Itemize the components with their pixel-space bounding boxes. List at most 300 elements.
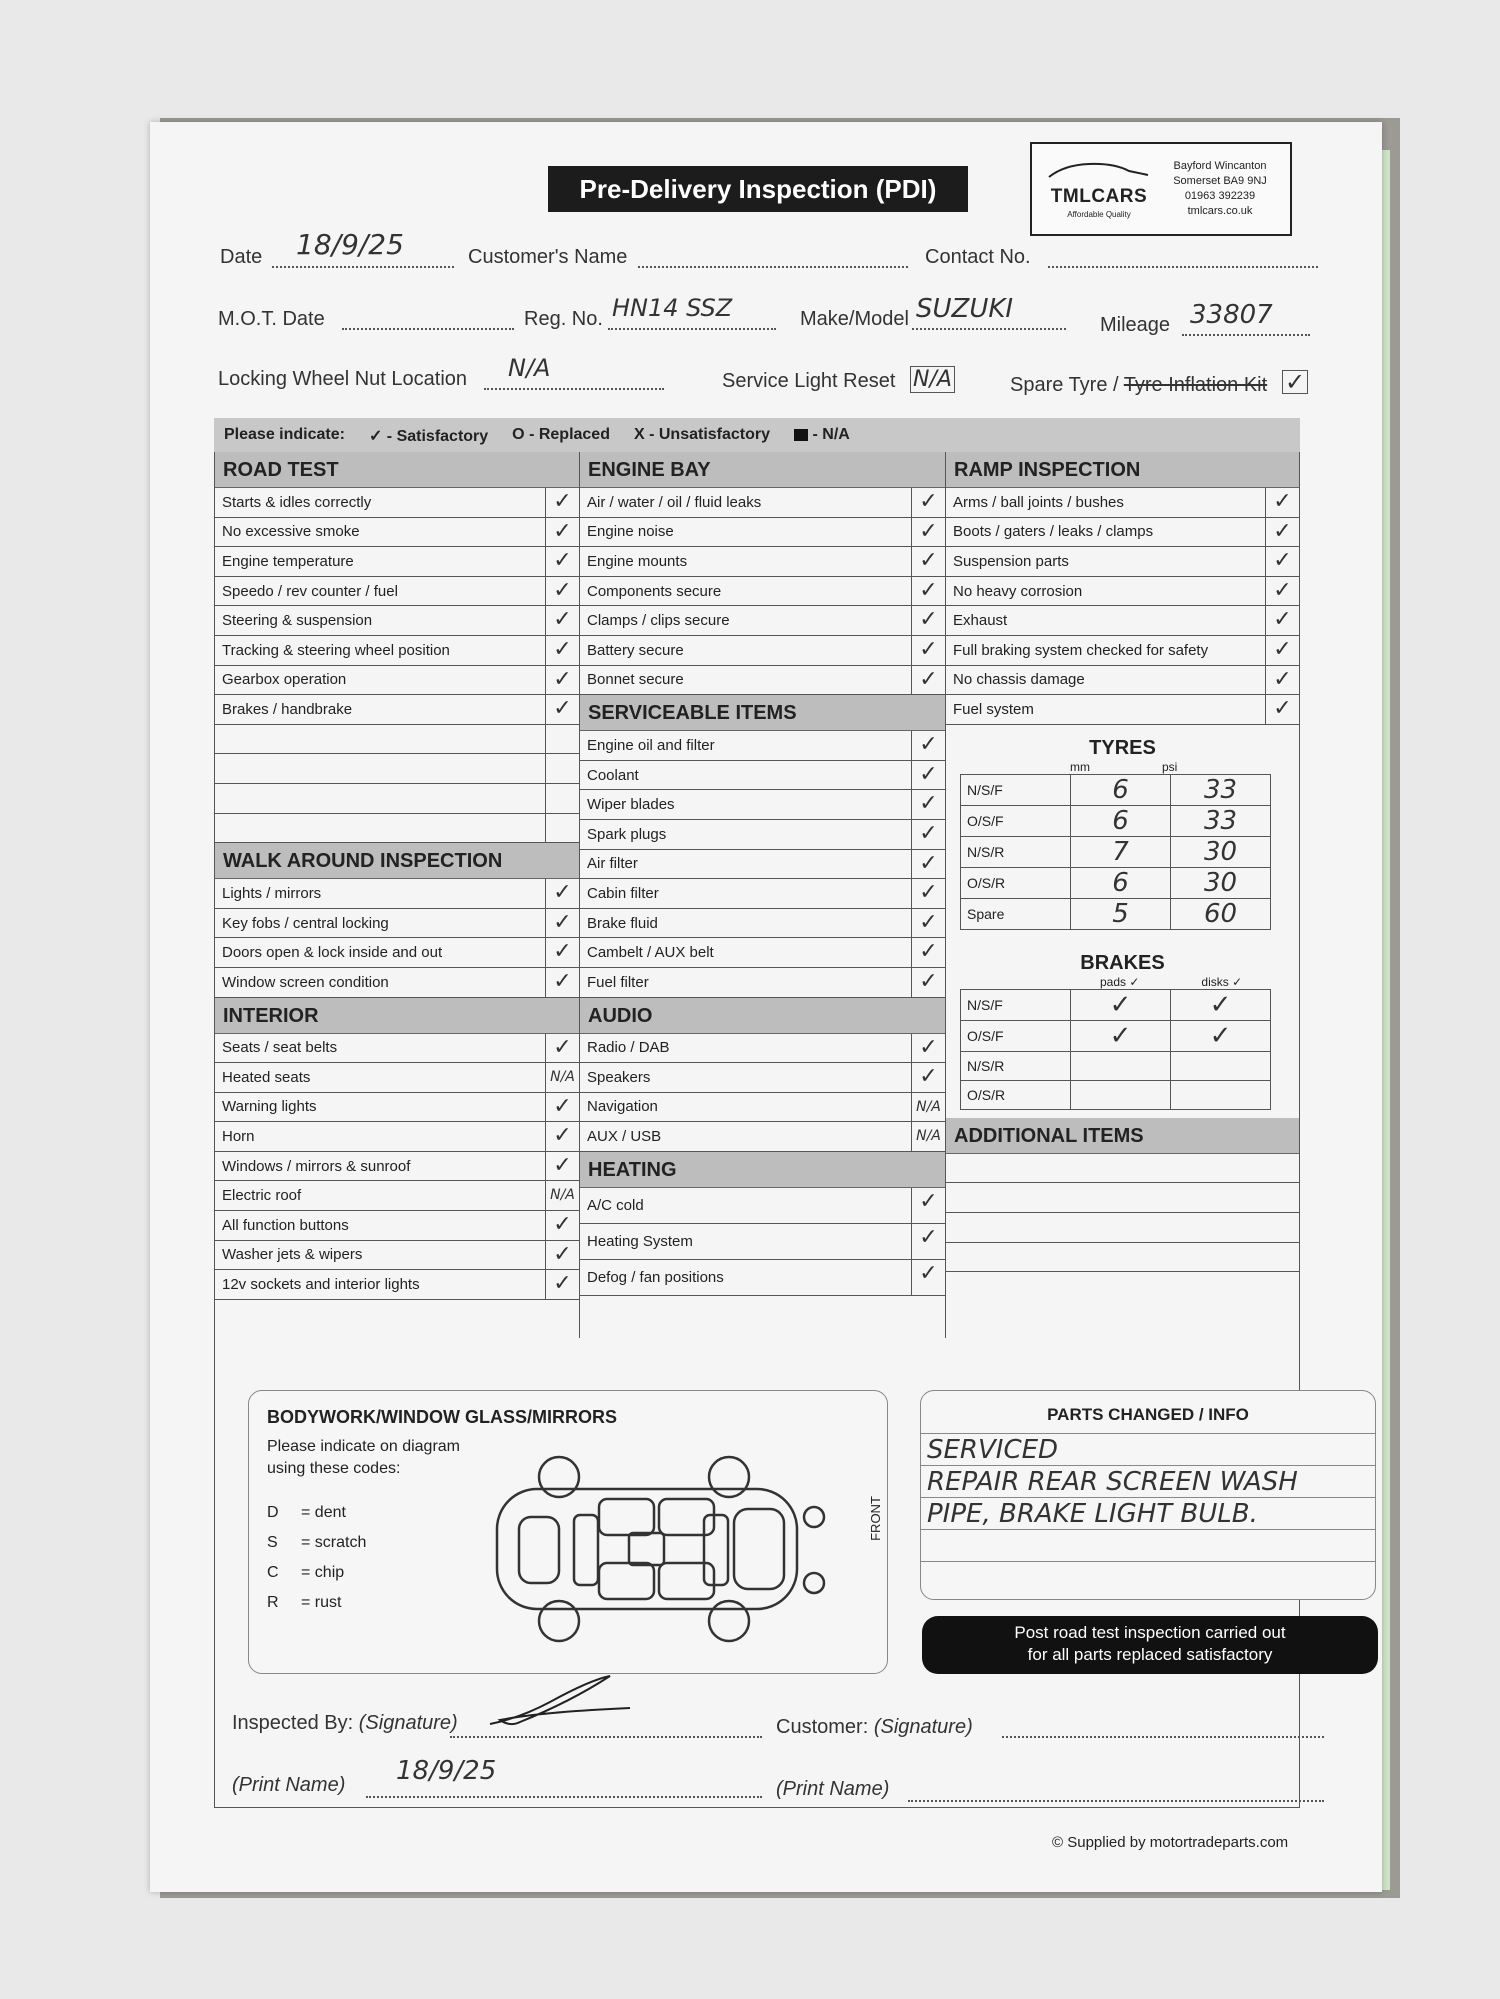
reg-no-field[interactable] [608, 294, 776, 330]
checklist-mark-cell[interactable]: ✓ [1265, 547, 1299, 576]
tyre-row [961, 805, 1271, 836]
checklist-mark-cell[interactable]: ✓ [911, 879, 945, 908]
customer-signature-field[interactable] [1002, 1716, 1324, 1738]
locking-wheel-nut-value: N/A [508, 354, 551, 382]
checklist-item-label: Steering & suspension [222, 612, 373, 630]
date-value: 18/9/25 [296, 228, 404, 261]
service-light-label: Service Light Reset [722, 370, 896, 392]
signature-hint: (Signature) [358, 1712, 458, 1734]
checklist-item-label: Heating System [587, 1232, 693, 1250]
code-meaning: = dent [301, 1504, 346, 1521]
checklist-item-label: All function buttons [222, 1216, 349, 1234]
tyre-depth-mm[interactable]: 6 [1071, 774, 1171, 805]
checklist-mark-cell[interactable]: ✓ [545, 606, 579, 635]
checklist-item-label: Starts & idles correctly [222, 493, 372, 511]
road-test-header: ROAD TEST [215, 452, 579, 488]
brake-position: N/S/F [961, 989, 1071, 1020]
column-middle [580, 452, 946, 1338]
address-line: Somerset BA9 9NJ [1173, 175, 1267, 187]
checklist-row [215, 1241, 579, 1271]
checklist-mark-cell[interactable]: ✓ [545, 1122, 579, 1151]
tyre-row [961, 774, 1271, 805]
checklist-item-label: Brakes / handbrake [222, 700, 353, 718]
brake-row [961, 1020, 1271, 1051]
post-test-line: Post road test inspection carried out [1014, 1623, 1286, 1642]
checklist-row [215, 879, 579, 909]
footer-credit: © Supplied by motortradeparts.com [1052, 1834, 1289, 1851]
checklist-row [580, 606, 945, 636]
checklist-item-label: Key fobs / central locking [222, 914, 389, 932]
tyres-col-headers [946, 760, 1299, 774]
checklist-mark-cell[interactable]: ✓ [1265, 636, 1299, 665]
spare-tyre-label [1010, 374, 1267, 397]
checklist-row [946, 547, 1299, 577]
checklist-mark-cell[interactable]: ✓ [545, 1093, 579, 1122]
road-test-list [215, 488, 579, 843]
tyres-title: TYRES [1089, 736, 1156, 759]
parts-line[interactable]: SERVICED [921, 1434, 1375, 1466]
checklist-mark-cell[interactable]: ✓ [545, 1241, 579, 1270]
checklist-mark-cell[interactable]: ✓ [911, 577, 945, 606]
checklist-mark-cell[interactable]: ✓ [545, 695, 579, 724]
checklist-mark-cell[interactable] [545, 784, 579, 813]
legend-unsatisfactory: X - Unsatisfactory [633, 426, 771, 443]
checklist-mark-cell[interactable]: ✓ [911, 790, 945, 819]
checklist-item-label: No chassis damage [953, 671, 1085, 689]
instruction-line: Please indicate on diagram [267, 1438, 461, 1455]
tyre-row [961, 867, 1271, 898]
parts-line[interactable]: REPAIR REAR SCREEN WASH [921, 1466, 1375, 1498]
checklist-row [215, 754, 579, 784]
tyres-table [960, 774, 1271, 930]
checklist-row [215, 968, 579, 998]
checklist-mark-cell[interactable]: ✓ [545, 547, 579, 576]
serviceable-items-header: SERVICEABLE ITEMS [580, 695, 945, 731]
checklist-item-label: 12v sockets and interior lights [222, 1276, 420, 1294]
tyre-pressure-psi[interactable]: 33 [1171, 774, 1271, 805]
checklist-item-label: Cabin filter [587, 884, 659, 902]
mileage-value: 33807 [1190, 300, 1273, 330]
locking-wheel-nut-field[interactable] [484, 354, 664, 390]
brakes-title: BRAKES [1080, 951, 1165, 974]
checklist-item-label: Battery secure [587, 641, 684, 659]
heating-list [580, 1188, 945, 1296]
checklist-mark-cell[interactable]: ✓ [545, 636, 579, 665]
dealer-tagline: Affordable Quality [1067, 210, 1131, 219]
customer-sig-label [776, 1716, 973, 1739]
checklist-row [215, 1152, 579, 1182]
code-key: R [267, 1594, 279, 1611]
mot-date-field[interactable] [342, 308, 514, 330]
checklist-row [580, 761, 945, 791]
interior-header: INTERIOR [215, 998, 579, 1034]
checklist-item-label: Air / water / oil / fluid leaks [587, 493, 762, 511]
checklist-mark-cell[interactable]: ✓ [1265, 518, 1299, 547]
checklist-item-label: Defog / fan positions [587, 1268, 724, 1286]
walk-around-header: WALK AROUND INSPECTION [215, 843, 579, 879]
checklist-item-label: Engine oil and filter [587, 736, 715, 754]
checklist-mark-cell[interactable]: ✓ [1265, 695, 1299, 724]
checklist-row [215, 1181, 579, 1211]
checklist-item-label: Horn [222, 1128, 255, 1146]
checklist-item-label: Engine mounts [587, 552, 688, 570]
checklist-item-label: Fuel system [953, 700, 1034, 718]
checklist-row [215, 938, 579, 968]
checklist-row [215, 1211, 579, 1241]
checklist-mark-cell[interactable]: ✓ [911, 850, 945, 879]
checklist-row [580, 666, 945, 696]
checklist-item-label: Engine noise [587, 523, 674, 541]
checklist-item-label: Window screen condition [222, 973, 389, 991]
tyre-position: Spare [961, 898, 1071, 929]
additional-item-line[interactable] [946, 1183, 1299, 1213]
checklist-item-label: Exhaust [953, 612, 1008, 630]
checklist-item-label: Heated seats [222, 1068, 311, 1086]
dealer-logo [1040, 159, 1158, 219]
checklist-row [215, 909, 579, 939]
checklist-row [215, 725, 579, 755]
checklist-row [580, 577, 945, 607]
brake-position: O/S/R [961, 1080, 1071, 1109]
reg-no-value: HN14 SSZ [612, 294, 733, 322]
car-silhouette-icon [1044, 159, 1154, 181]
signature-scribble-icon [480, 1672, 640, 1732]
legend-satisfactory: ✓ - Satisfactory [368, 428, 489, 445]
signature-hint: (Signature) [873, 1716, 973, 1738]
checklist-row [215, 636, 579, 666]
brake-disks-mark[interactable] [1171, 1080, 1271, 1109]
parts-line[interactable]: PIPE, BRAKE LIGHT BULB. [921, 1498, 1375, 1530]
code-key: C [267, 1564, 279, 1581]
checklist-mark-cell[interactable]: ✓ [911, 606, 945, 635]
brake-position: N/S/R [961, 1051, 1071, 1080]
tyres-psi-header: psi [1162, 759, 1178, 774]
checklist-row [580, 731, 945, 761]
code-key: S [267, 1534, 278, 1551]
checklist-mark-cell[interactable]: ✓ [911, 1034, 945, 1063]
checklist-item-label: Seats / seat belts [222, 1039, 338, 1057]
brakes-pads-header: pads ✓ [1100, 974, 1140, 989]
tyre-depth-mm[interactable]: 7 [1071, 836, 1171, 867]
front-label: FRONT [867, 1496, 883, 1541]
checklist-row [215, 547, 579, 577]
checklist-item-label: Navigation [587, 1098, 658, 1116]
checklist-mark-cell[interactable]: ✓ [911, 636, 945, 665]
checklist-item-label: Air filter [587, 855, 638, 873]
legend-na-text: - N/A [812, 426, 850, 443]
checklist-mark-cell[interactable]: N/A [545, 1063, 579, 1092]
checklist-mark-cell[interactable]: ✓ [911, 547, 945, 576]
checklist-row [215, 518, 579, 548]
checklist-row [215, 606, 579, 636]
serviceable-items-list [580, 731, 945, 997]
make-model-value: SUZUKI [916, 294, 1014, 324]
tyre-position: N/S/F [961, 774, 1071, 805]
brakes-table [960, 989, 1271, 1110]
audio-header: AUDIO [580, 998, 945, 1034]
checklist-item-label: Tracking & steering wheel position [222, 641, 450, 659]
heating-header: HEATING [580, 1152, 945, 1188]
brake-disks-mark[interactable]: ✓ [1171, 989, 1271, 1020]
inspected-by-label [232, 1712, 458, 1735]
checklist-mark-cell[interactable]: ✓ [1265, 666, 1299, 695]
bodywork-box [248, 1390, 888, 1674]
checklist-row [946, 695, 1299, 725]
date-label: Date [220, 246, 263, 268]
inspector-signature-field[interactable] [450, 1716, 762, 1738]
customer-print-field[interactable] [908, 1780, 1324, 1802]
instruction-line: using these codes: [267, 1460, 401, 1477]
checklist-item-label: Radio / DAB [587, 1039, 670, 1057]
brake-position: O/S/F [961, 1020, 1071, 1051]
checklist-mark-cell[interactable]: ✓ [545, 577, 579, 606]
checklist-item-label: Suspension parts [953, 552, 1069, 570]
checklist-item-label: Full braking system checked for safety [953, 641, 1209, 659]
legend-replaced: O - Replaced [512, 426, 610, 443]
code-key: D [267, 1504, 279, 1521]
checklist-row [215, 1270, 579, 1300]
checklist-item-label: Fuel filter [587, 973, 649, 991]
tyre-depth-mm[interactable]: 6 [1071, 867, 1171, 898]
checklist-item-label: Spark plugs [587, 825, 667, 843]
brake-disks-mark[interactable]: ✓ [1171, 1020, 1271, 1051]
parts-changed-title: PARTS CHANGED / INFO [921, 1391, 1375, 1434]
checklist-mark-cell[interactable]: ✓ [545, 909, 579, 938]
checklist-item-label: Engine temperature [222, 552, 354, 570]
dealer-logo-box [1030, 142, 1292, 236]
dealer-address [1158, 159, 1282, 219]
checklist-row [580, 850, 945, 880]
checklist-row [215, 577, 579, 607]
brake-row [961, 1080, 1271, 1109]
checklist-item-label: Warning lights [222, 1098, 317, 1116]
parts-line[interactable] [921, 1530, 1375, 1562]
checklist-mark-cell[interactable]: ✓ [545, 488, 579, 517]
tyre-position: O/S/F [961, 805, 1071, 836]
checklist-row [580, 1224, 945, 1260]
checklist-mark-cell[interactable]: ✓ [911, 820, 945, 849]
checklist-mark-cell[interactable]: ✓ [545, 1034, 579, 1063]
checklist-row [215, 1093, 579, 1123]
ramp-inspection-header: RAMP INSPECTION [946, 452, 1299, 488]
checklist-mark-cell[interactable]: ✓ [911, 1260, 945, 1295]
service-light-checkbox[interactable]: N/A [910, 366, 955, 393]
additional-item-line[interactable] [946, 1243, 1299, 1273]
checklist-item-label: Coolant [587, 766, 639, 784]
checklist-item-label: Cambelt / AUX belt [587, 944, 714, 962]
tyre-row [961, 836, 1271, 867]
checklist-row [946, 518, 1299, 548]
tyre-position: O/S/R [961, 867, 1071, 898]
checklist-mark-cell[interactable] [545, 754, 579, 783]
checklist-row [580, 1260, 945, 1296]
checklist-row [580, 1034, 945, 1064]
mot-date-label: M.O.T. Date [218, 308, 325, 330]
contact-field[interactable] [1048, 246, 1318, 268]
checklist-mark-cell[interactable]: ✓ [911, 666, 945, 695]
column-right [946, 452, 1300, 1338]
checklist-row [580, 1188, 945, 1224]
checklist-mark-cell[interactable]: ✓ [545, 938, 579, 967]
checklist-mark-cell[interactable] [545, 725, 579, 754]
checklist-row [580, 488, 945, 518]
checklist-mark-cell[interactable]: ✓ [911, 731, 945, 760]
checklist-mark-cell[interactable]: N/A [911, 1093, 945, 1122]
inspector-print-value: 18/9/25 [396, 1756, 497, 1786]
checklist-row [946, 488, 1299, 518]
checklist-mark-cell[interactable]: N/A [545, 1181, 579, 1210]
tyre-row [961, 898, 1271, 929]
inspector-print-field[interactable] [366, 1756, 762, 1798]
checklist-mark-cell[interactable]: ✓ [545, 518, 579, 547]
checklist-row [580, 518, 945, 548]
checklist-item-label: Brake fluid [587, 914, 658, 932]
brake-disks-mark[interactable] [1171, 1051, 1271, 1080]
checklist-row [215, 1063, 579, 1093]
checklist-item-label: Boots / gaters / leaks / clamps [953, 523, 1154, 541]
checklist-mark-cell[interactable]: ✓ [911, 968, 945, 997]
additional-items-header: ADDITIONAL ITEMS [946, 1118, 1299, 1154]
customer-text: Customer: [776, 1716, 869, 1738]
inspected-by-text: Inspected By: [232, 1712, 354, 1734]
post-road-test-banner [922, 1616, 1378, 1674]
checklist-row [580, 1122, 945, 1152]
checklist-row [215, 1122, 579, 1152]
ramp-inspection-list [946, 488, 1299, 725]
checklist-item-label: Arms / ball joints / bushes [953, 493, 1124, 511]
checklist-item-label: No heavy corrosion [953, 582, 1083, 600]
checklist-mark-cell[interactable]: ✓ [911, 1063, 945, 1092]
checklist-item-label: Gearbox operation [222, 671, 347, 689]
tyre-position: N/S/R [961, 836, 1071, 867]
checklist-row [580, 547, 945, 577]
customer-print-label: (Print Name) [776, 1778, 890, 1800]
checklist-mark-cell[interactable]: ✓ [911, 761, 945, 790]
checklist-item-label: Doors open & lock inside and out [222, 944, 443, 962]
brake-row [961, 1051, 1271, 1080]
legend-prefix: Please indicate: [224, 426, 345, 443]
checklist-row [580, 636, 945, 666]
column-left [214, 452, 580, 1338]
additional-item-line[interactable] [946, 1213, 1299, 1243]
interior-list [215, 1034, 579, 1300]
checklist-item-label: Washer jets & wipers [222, 1246, 363, 1264]
parts-changed-box [920, 1390, 1376, 1600]
brake-pads-mark[interactable] [1071, 1080, 1171, 1109]
checklist-mark-cell[interactable]: ✓ [911, 488, 945, 517]
checklist-mark-cell[interactable]: ✓ [911, 909, 945, 938]
na-square-icon [794, 429, 808, 441]
reg-no-label: Reg. No. [524, 308, 603, 330]
post-test-line: for all parts replaced satisfactory [1027, 1645, 1273, 1664]
tyre-pressure-psi[interactable]: 60 [1171, 898, 1271, 929]
parts-line[interactable] [921, 1562, 1375, 1594]
brake-pads-mark[interactable]: ✓ [1071, 989, 1171, 1020]
checklist-item-label: A/C cold [587, 1196, 644, 1214]
checklist-row [580, 879, 945, 909]
checklist-item-label: Clamps / clips secure [587, 612, 730, 630]
checklist-mark-cell[interactable]: ✓ [911, 518, 945, 547]
checklist-row [580, 820, 945, 850]
address-line: 01963 392239 [1184, 190, 1256, 202]
car-diagram-icon[interactable] [479, 1437, 839, 1657]
additional-item-line[interactable] [946, 1154, 1299, 1184]
checklist-mark-cell[interactable] [545, 814, 579, 843]
code-meaning: = scratch [301, 1534, 367, 1551]
customer-name-label: Customer's Name [468, 246, 628, 268]
checklist-mark-cell[interactable]: ✓ [545, 1211, 579, 1240]
mileage-label: Mileage [1100, 314, 1171, 336]
checklist-mark-cell[interactable]: N/A [911, 1122, 945, 1151]
tyre-pressure-psi[interactable]: 33 [1171, 805, 1271, 836]
engine-bay-list [580, 488, 945, 695]
checklist-item-label: Speakers [587, 1068, 651, 1086]
pdi-form-sheet [150, 122, 1382, 1892]
spare-tyre-checkbox[interactable]: ✓ [1282, 370, 1308, 394]
checklist-row [580, 1063, 945, 1093]
checklist-mark-cell[interactable]: ✓ [911, 938, 945, 967]
brake-pads-mark[interactable]: ✓ [1071, 1020, 1171, 1051]
checklist-mark-cell[interactable]: ✓ [911, 1224, 945, 1259]
tyre-depth-mm[interactable]: 6 [1071, 805, 1171, 836]
audio-list [580, 1034, 945, 1152]
checklist-row [946, 636, 1299, 666]
brakes-col-headers [946, 975, 1299, 989]
address-line: tmlcars.co.uk [1187, 205, 1253, 217]
checklist-row [580, 1093, 945, 1123]
brake-pads-mark[interactable] [1071, 1051, 1171, 1080]
tyres-mm-header: mm [1070, 759, 1090, 774]
checklist-row [215, 488, 579, 518]
make-model-field[interactable] [912, 294, 1066, 330]
checklist-row [580, 790, 945, 820]
checklist-mark-cell[interactable]: ✓ [1265, 577, 1299, 606]
bodywork-title: BODYWORK/WINDOW GLASS/MIRRORS [267, 1407, 617, 1427]
code-meaning: = chip [301, 1564, 345, 1581]
checklist-item-label: AUX / USB [587, 1128, 662, 1146]
checklist-mark-cell[interactable]: ✓ [545, 879, 579, 908]
checklist-mark-cell[interactable]: ✓ [1265, 606, 1299, 635]
contact-label: Contact No. [925, 246, 1031, 268]
checklist-item-label: Lights / mirrors [222, 884, 322, 902]
mileage-field[interactable] [1182, 300, 1310, 336]
tyre-depth-mm[interactable]: 5 [1071, 898, 1171, 929]
make-model-label: Make/Model [800, 308, 909, 330]
checklist-mark-cell[interactable]: ✓ [545, 1152, 579, 1181]
checklist-row [946, 606, 1299, 636]
date-field[interactable] [272, 228, 454, 268]
tyre-pressure-psi[interactable]: 30 [1171, 867, 1271, 898]
checklist-row [946, 577, 1299, 607]
checklist-mark-cell[interactable]: ✓ [911, 1188, 945, 1223]
tyre-pressure-psi[interactable]: 30 [1171, 836, 1271, 867]
form-title: Pre-Delivery Inspection (PDI) [548, 166, 968, 212]
checklist-mark-cell[interactable]: ✓ [545, 1270, 579, 1299]
customer-name-field[interactable] [638, 246, 908, 268]
checklist-item-label: Wiper blades [587, 796, 675, 814]
checklist-mark-cell[interactable]: ✓ [545, 968, 579, 997]
legend-na [794, 426, 850, 444]
checklist-mark-cell[interactable]: ✓ [1265, 488, 1299, 517]
checklist-row [580, 968, 945, 998]
brakes-disks-header: disks ✓ [1201, 974, 1243, 989]
tyre-inflation-kit-text: Tyre Inflation Kit [1123, 374, 1268, 396]
checklist-mark-cell[interactable]: ✓ [545, 666, 579, 695]
legend-bar [214, 418, 1300, 452]
walk-around-list [215, 879, 579, 997]
checklist-row [215, 814, 579, 844]
address-line: Bayford Wincanton [1173, 160, 1267, 172]
